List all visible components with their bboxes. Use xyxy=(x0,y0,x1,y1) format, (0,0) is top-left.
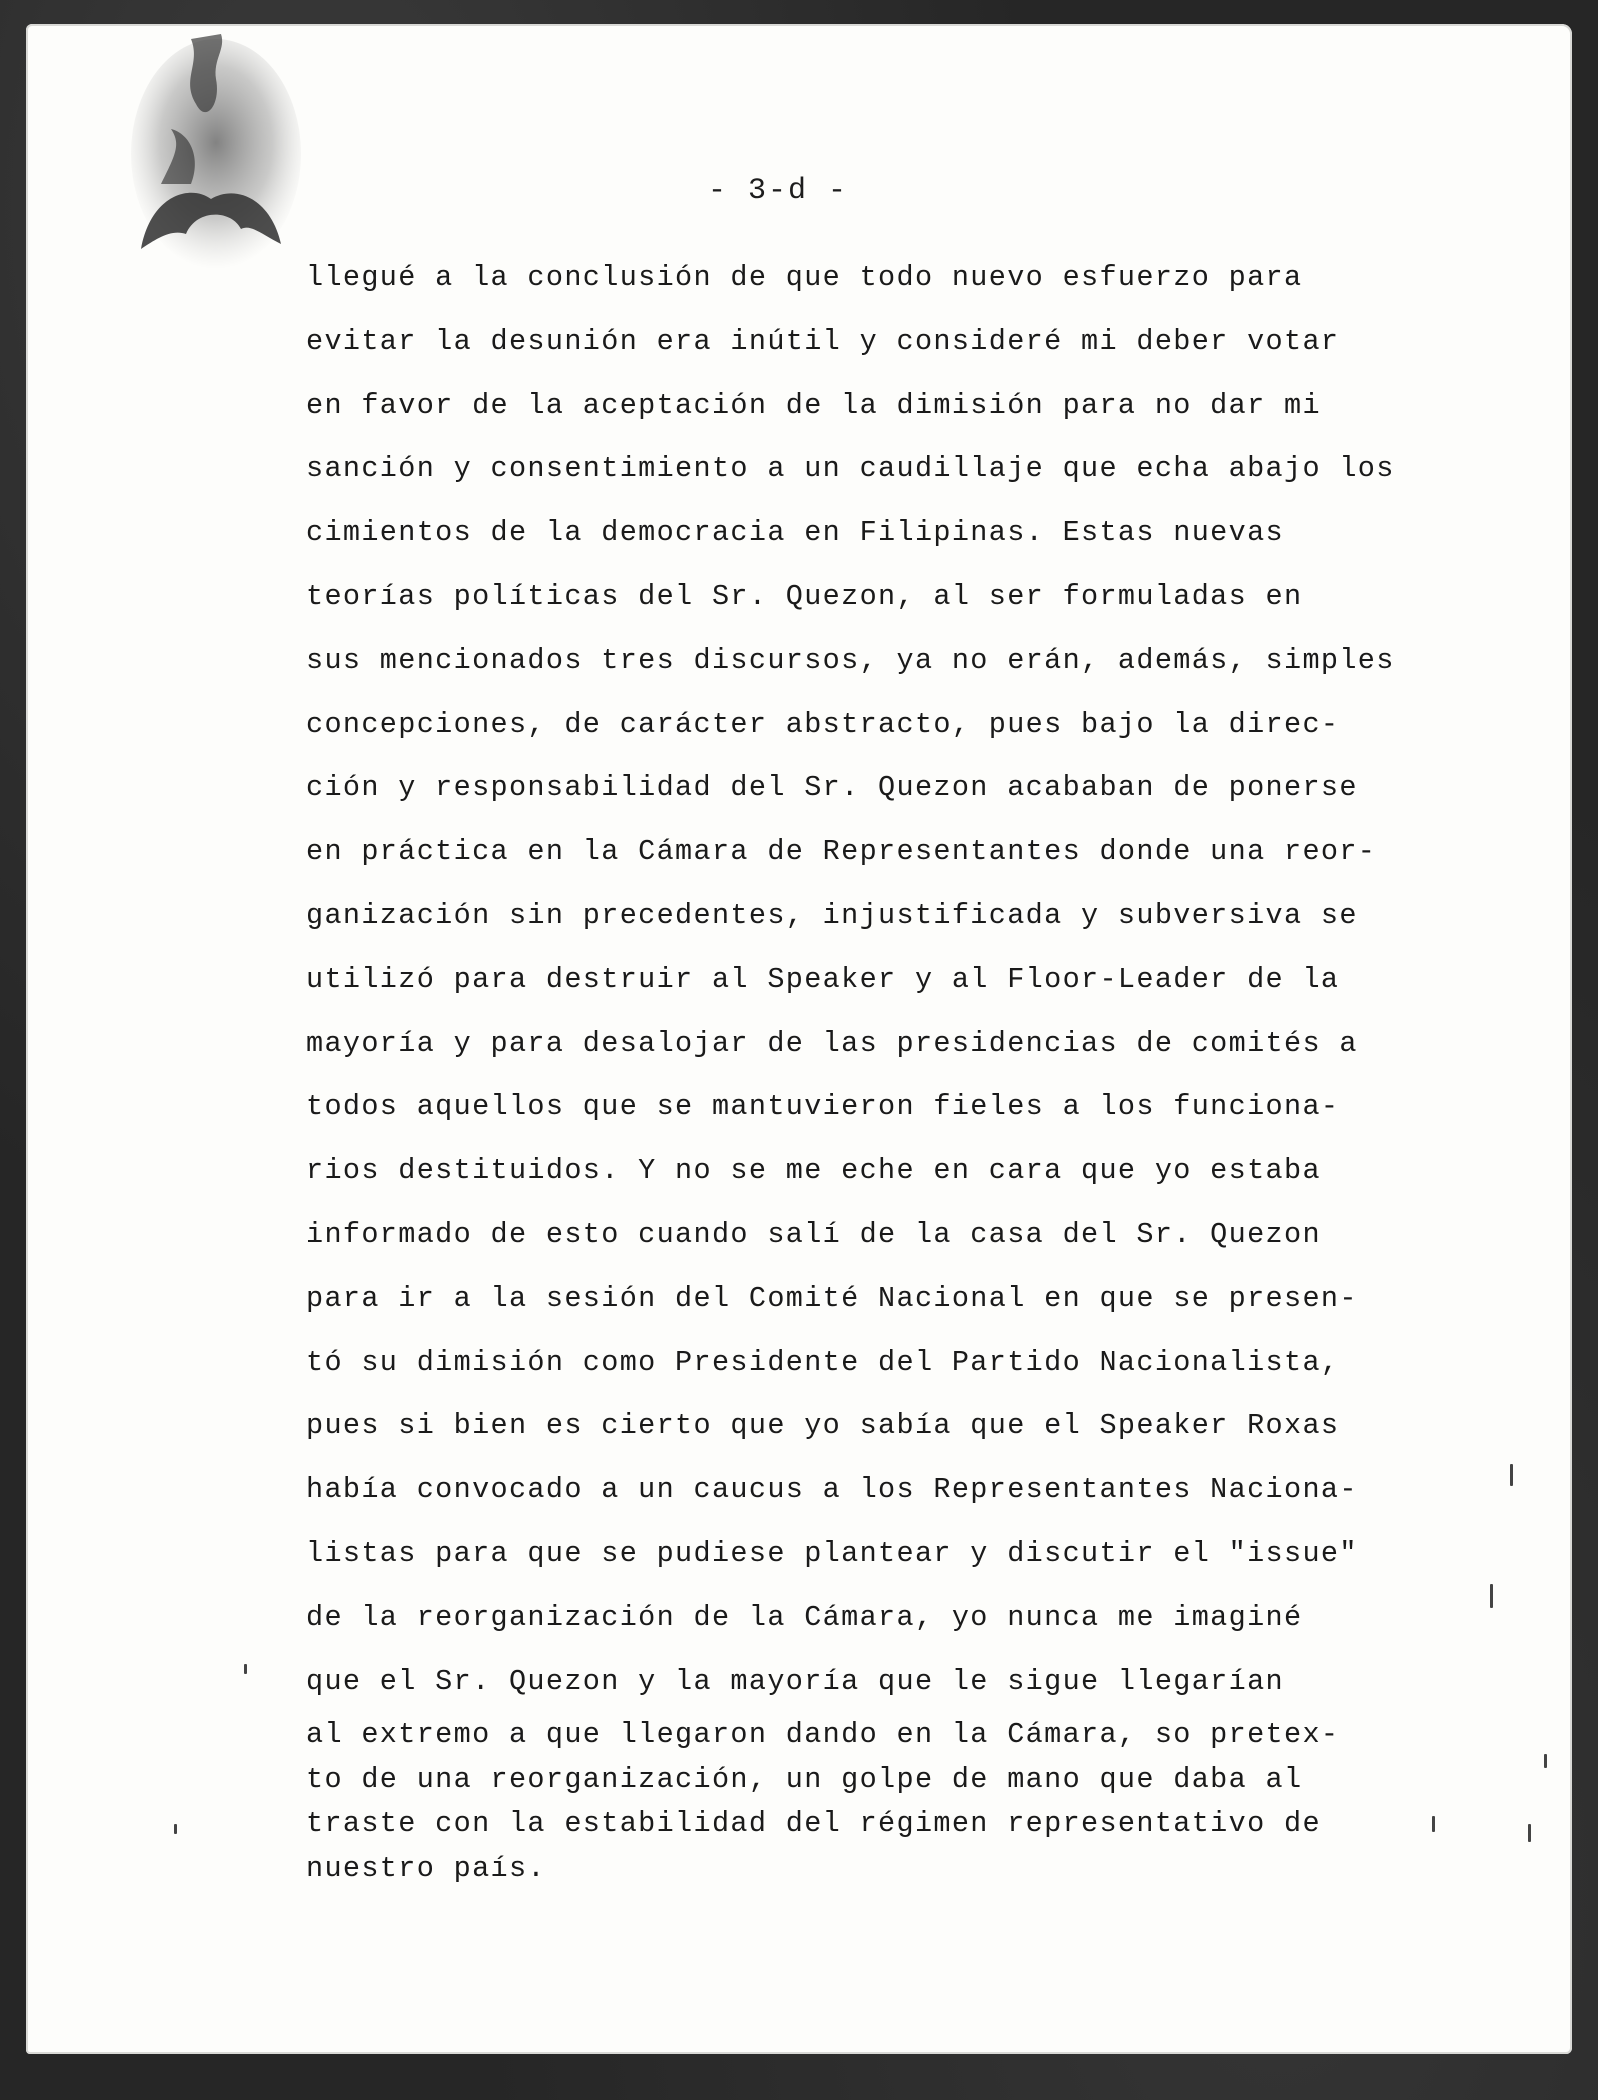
text-line: nuestro país. xyxy=(306,1851,546,1885)
text-line: listas para que se pudiese plantear y discutir el "issue" xyxy=(306,1536,1358,1570)
typewritten-page xyxy=(26,24,1572,2054)
ink-stain xyxy=(121,34,311,294)
body-text xyxy=(306,246,1506,1891)
text-line: evitar la desunión era inútil y consideré mi deber votar xyxy=(306,324,1340,358)
text-line: sanción y consentimiento a un caudillaje que echa abajo los xyxy=(306,452,1395,486)
text-line: tó su dimisión como Presidente del Partido Nacionalista, xyxy=(306,1345,1340,1379)
text-line: teorías políticas del Sr. Quezon, al ser formuladas en xyxy=(306,579,1303,613)
text-line: todos aquellos que se mantuvieron fieles a los funciona- xyxy=(306,1090,1340,1124)
text-line: pues si bien es cierto que yo sabía que el Speaker Roxas xyxy=(306,1409,1340,1443)
text-line: que el Sr. Quezon y la mayoría que le sigue llegarían xyxy=(306,1664,1284,1698)
text-line: to de una reorganización, un golpe de mano que daba al xyxy=(306,1762,1303,1796)
text-line: en práctica en la Cámara de Representantes donde una reor- xyxy=(306,835,1377,869)
text-line: en favor de la aceptación de la dimisión para no dar mi xyxy=(306,388,1321,422)
text-line: mayoría y para desalojar de las presidencias de comités a xyxy=(306,1026,1358,1060)
page-number: - 3-d - xyxy=(707,174,849,208)
text-line: ción y responsabilidad del Sr. Quezon acababan de ponerse xyxy=(306,771,1358,805)
text-line: rios destituidos. Y no se me eche en cara que yo estaba xyxy=(306,1154,1321,1188)
text-line: había convocado a un caucus a los Representantes Naciona- xyxy=(306,1473,1358,1507)
text-line: de la reorganización de la Cámara, yo nunca me imaginé xyxy=(306,1600,1303,1634)
text-line: concepciones, de carácter abstracto, pues bajo la direc- xyxy=(306,707,1340,741)
text-line: para ir a la sesión del Comité Nacional en que se presen- xyxy=(306,1281,1358,1315)
text-line: utilizó para destruir al Speaker y al Floor-Leader de la xyxy=(306,962,1340,996)
text-line: informado de esto cuando salí de la casa del Sr. Quezon xyxy=(306,1217,1321,1251)
text-line: al extremo a que llegaron dando en la Cámara, so pretex- xyxy=(306,1718,1340,1752)
text-line: llegué a la conclusión de que todo nuevo esfuerzo para xyxy=(306,261,1303,294)
text-line: traste con la estabilidad del régimen representativo de xyxy=(306,1807,1321,1841)
text-line: cimientos de la democracia en Filipinas. Estas nuevas xyxy=(306,516,1284,550)
text-line: sus mencionados tres discursos, ya no erán, además, simples xyxy=(306,643,1395,677)
text-line: ganización sin precedentes, injustificada y subversiva se xyxy=(306,898,1358,932)
